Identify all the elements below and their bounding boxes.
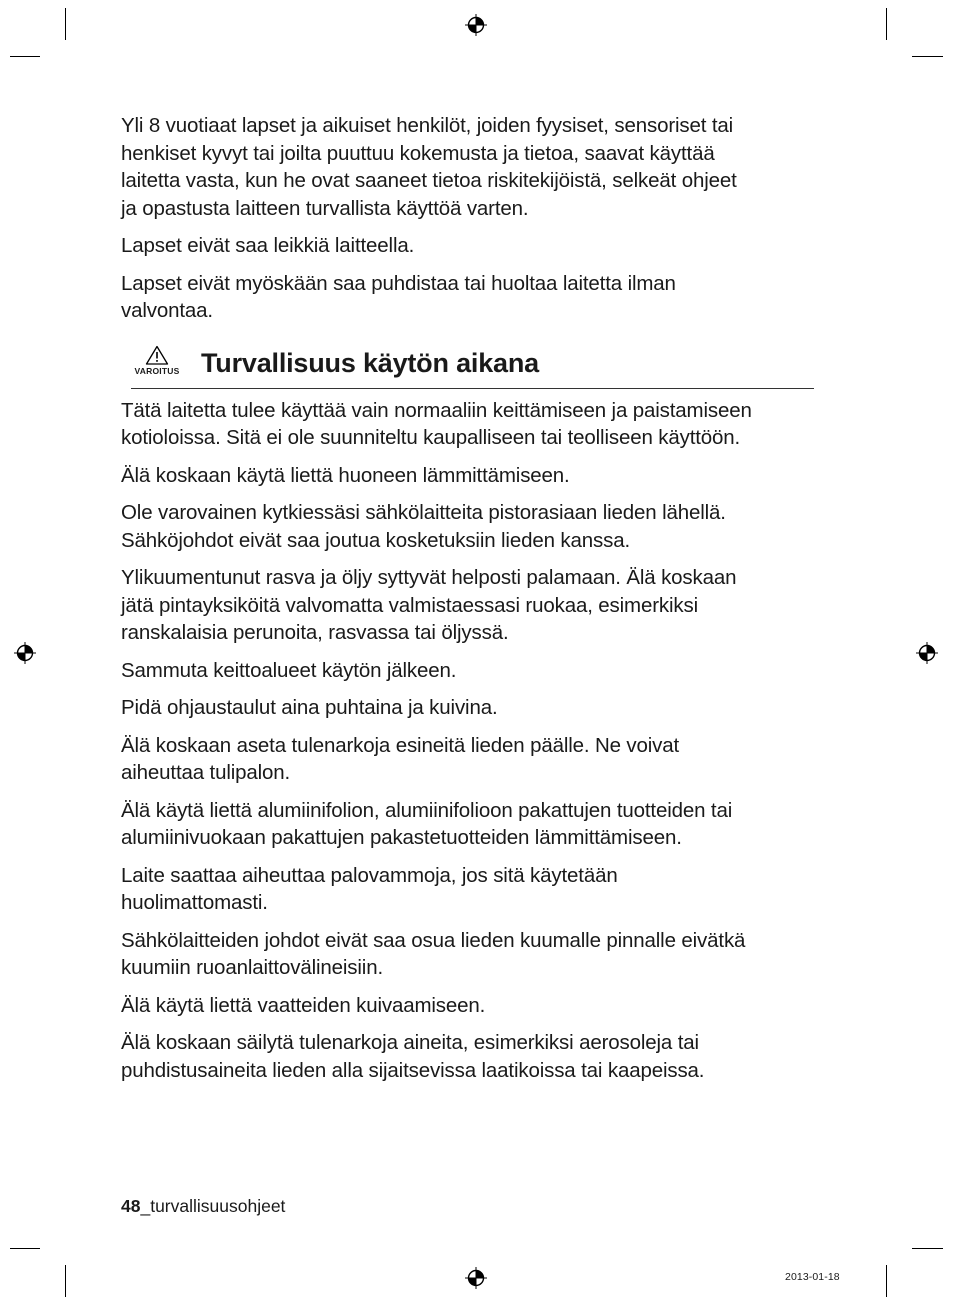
section-paragraph: Älä koskaan aseta tulenarkoja esineitä lieden päälle. Ne voivat aiheuttaa tulipalon. — [121, 733, 680, 784]
section-paragraph: Ylikuumentunut rasva ja öljy syttyvät helposti palamaan. Älä koskaan jätä pintayksiköitä valvomatta valmistaessasi ruokaa, esimerkiksi ranskalaisia perunoita, rasvassa tai öljyssä. — [121, 566, 737, 644]
crop-mark-bottom-left-h — [10, 1248, 40, 1249]
intro-paragraph: Yli 8 vuotiaat lapset ja aikuiset henkilöt, joiden fyysiset, sensoriset tai henkiset kyvyt tai joilta puuttuu kokemusta ja tietoa, saavat käyttää laitetta vasta, kun he ovat saaneet tietoa riskitekijöistä, selkeät ohjeet ja opastusta laitteen turvallista käyttöä varten. — [121, 114, 737, 220]
registration-mark-icon — [14, 642, 36, 664]
print-date: 2013-01-18 — [785, 1271, 840, 1283]
page-number: 48 — [121, 1196, 141, 1216]
crop-mark-bottom-right-h — [912, 1248, 943, 1249]
section-paragraph: Ole varovainen kytkiessäsi sähkölaitteita pistorasiaan lieden lähellä. Sähköjohdot eivät saa joutua kosketuksiin lieden kanssa. — [121, 501, 726, 552]
section-paragraph: Älä koskaan säilytä tulenarkoja aineita, esimerkiksi aerosoleja tai puhdistusaineita lieden alla sijaitsevissa laatikoissa tai kaapeissa. — [121, 1031, 705, 1082]
intro-paragraph: Lapset eivät myöskään saa puhdistaa tai huoltaa laitetta ilman valvontaa. — [121, 271, 676, 322]
warning-label: VAROITUS — [134, 365, 180, 376]
crop-mark-top-left — [65, 8, 66, 40]
section-paragraph: Sammuta keittoalueet käytön jälkeen. — [121, 658, 457, 682]
intro-paragraph: Lapset eivät saa leikkiä laitteella. — [121, 234, 415, 257]
warning-badge — [131, 345, 183, 376]
section-paragraph: Älä käytä liettä vaatteiden kuivaamiseen. — [121, 993, 486, 1017]
crop-mark-bottom-left — [65, 1265, 66, 1297]
section-heading — [121, 345, 846, 389]
section-paragraph: Älä koskaan käytä liettä huoneen lämmittämiseen. — [121, 463, 570, 487]
section-paragraph: Tätä laitetta tulee käyttää vain normaaliin keittämiseen ja paistamiseen kotioloissa. Sitä ei ole suunniteltu kaupalliseen tai teolliseen käyttöön. — [121, 398, 752, 449]
registration-mark-icon — [916, 642, 938, 664]
page-content — [121, 112, 846, 1094]
page-footer — [121, 1196, 285, 1217]
section-paragraph: Pidä ohjaustaulut aina puhtaina ja kuivina. — [121, 696, 498, 719]
crop-mark-top-left-h — [10, 56, 40, 57]
crop-mark-top-right — [886, 8, 887, 40]
section-paragraph: Laite saattaa aiheuttaa palovammoja, jos sitä käytetään huolimattomasti. — [121, 863, 618, 914]
section-paragraph: Älä käytä liettä alumiinifolion, alumiinifolioon pakattujen tuotteiden tai alumiinivuokaan pakattujen pakastetuotteiden lämmittämiseen. — [121, 798, 733, 849]
crop-mark-top-right-h — [912, 56, 943, 57]
section-title: Turvallisuus käytön aikana — [201, 347, 539, 378]
section-paragraph: Sähkölaitteiden johdot eivät saa osua lieden kuumalle pinnalle eivätkä kuumiin ruoanlaittovälineisiin. — [121, 928, 746, 979]
footer-section-name: _turvallisuusohjeet — [140, 1196, 286, 1216]
warning-triangle-icon — [145, 345, 169, 365]
crop-mark-bottom-right — [886, 1265, 887, 1297]
section-divider — [131, 388, 814, 389]
registration-mark-icon — [465, 14, 487, 36]
registration-mark-icon — [465, 1267, 487, 1289]
